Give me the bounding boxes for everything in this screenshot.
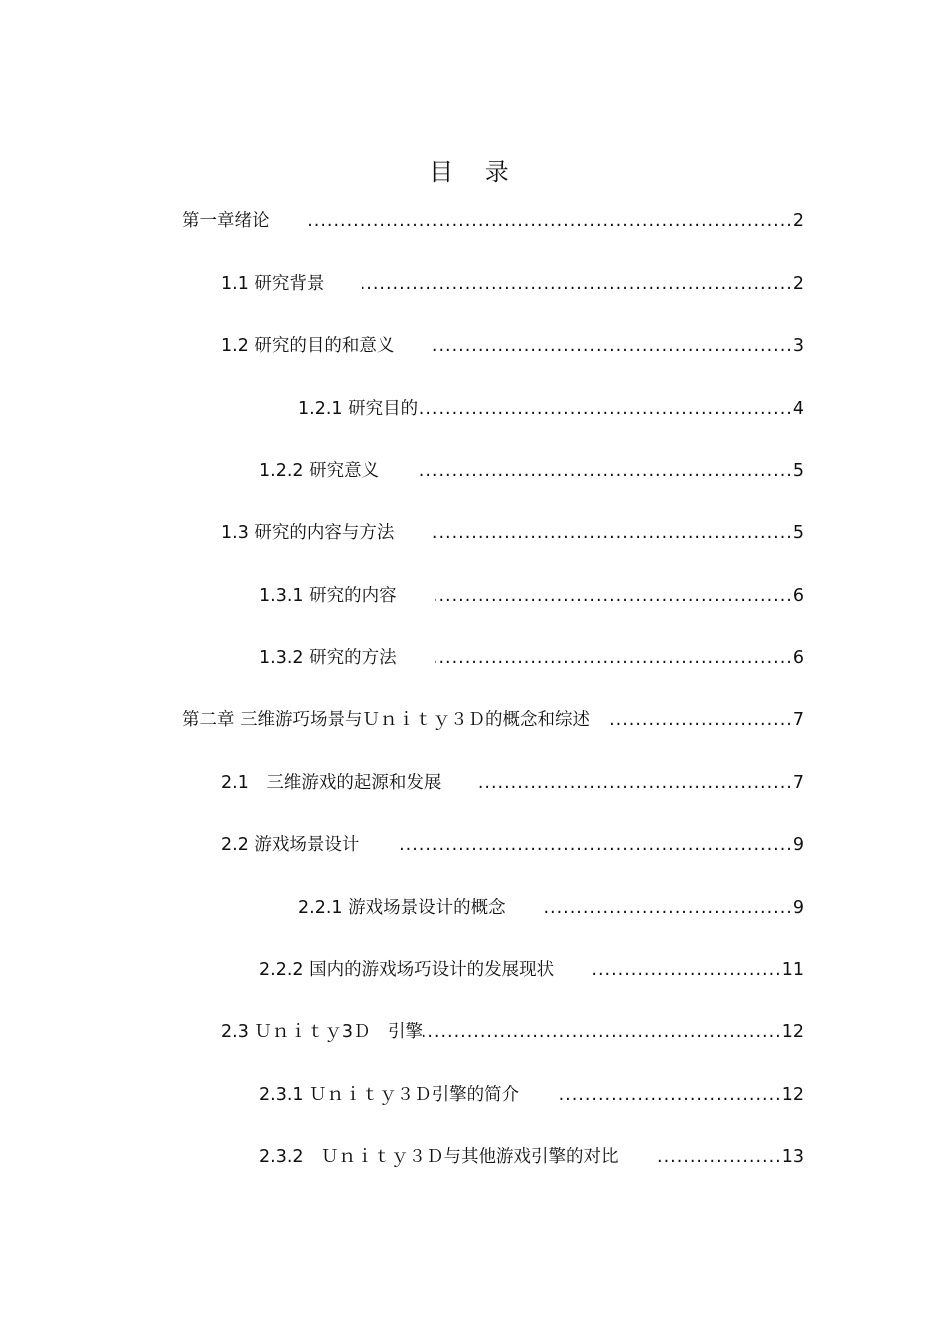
toc-entry-page: 5 — [792, 461, 804, 481]
toc-entry[interactable] — [298, 894, 804, 922]
leader-dots — [397, 831, 792, 859]
toc-entry-label: 2.2.2 国内的游戏场巧设计的发展现状 — [259, 960, 555, 980]
leader-dots — [557, 1081, 782, 1109]
leader-dots — [308, 207, 793, 235]
toc-entry[interactable] — [221, 831, 804, 859]
toc-entry-page: 12 — [781, 1085, 804, 1105]
toc-entry-label: 2.3.1 Ｕｎｉｔｙ３Ｄ引擎的简介 — [259, 1085, 520, 1105]
toc-entry-label: 2.1 三维游戏的起源和发展 — [221, 773, 442, 793]
toc-entry-label: 1.1 研究背景 — [221, 274, 325, 294]
leader-dots — [435, 644, 793, 672]
toc-entry-label: 2.2.1 游戏场景设计的概念 — [298, 898, 506, 918]
toc-entry-label: 1.2.1 研究目的 — [298, 399, 419, 419]
toc-entry[interactable] — [221, 769, 804, 797]
leader-dots — [610, 706, 793, 734]
leader-dots — [435, 582, 793, 610]
toc-entry-page: 12 — [781, 1022, 804, 1042]
leader-dots — [432, 519, 792, 547]
leader-dots — [362, 270, 792, 298]
toc-entry[interactable] — [221, 1018, 804, 1046]
toc-entry-page: 7 — [792, 773, 804, 793]
toc-entry-label: 第二章 三维游巧场景与Ｕｎｉｔｙ３Ｄ的概念和综述 — [182, 710, 591, 730]
leader-dots — [592, 956, 782, 984]
toc-entry-label: 2.3.2 Ｕｎｉｔｙ３Ｄ与其他游戏引擎的对比 — [259, 1147, 619, 1167]
toc-entry[interactable] — [182, 706, 804, 734]
toc-entry-page: 2 — [792, 274, 804, 294]
toc-entry[interactable] — [259, 457, 804, 485]
toc-entry-page: 3 — [792, 336, 804, 356]
toc-entry[interactable] — [259, 644, 804, 672]
toc-entry-label: 1.3.2 研究的方法 — [259, 648, 397, 668]
leader-dots — [417, 457, 793, 485]
toc-entry-label: 1.2.2 研究意义 — [259, 461, 380, 481]
toc-entry-label: 第一章绪论 — [182, 211, 270, 231]
toc-entry[interactable] — [221, 270, 804, 298]
toc-entry-page: 6 — [792, 586, 804, 606]
toc-entry-label: 2.3 Ｕｎｉｔｙ3Ｄ 引擎 — [221, 1022, 424, 1042]
toc-entry-page: 5 — [792, 523, 804, 543]
toc-entry-page: 2 — [792, 211, 804, 231]
toc-entry[interactable] — [259, 956, 804, 984]
toc-entry-page: 13 — [781, 1147, 804, 1167]
toc-entry-page: 4 — [792, 399, 804, 419]
toc-entry[interactable] — [221, 332, 804, 360]
toc-title: 目 录 — [429, 158, 521, 186]
toc-entry[interactable] — [259, 582, 804, 610]
toc-entry-label: 1.3 研究的内容与方法 — [221, 523, 395, 543]
toc-entry-page: 6 — [792, 648, 804, 668]
leader-dots — [418, 395, 793, 423]
toc-entry-label: 1.3.1 研究的内容 — [259, 586, 397, 606]
toc-entry-page: 11 — [781, 960, 804, 980]
toc-entry-page: 9 — [792, 835, 804, 855]
leader-dots — [423, 1018, 782, 1046]
toc-entry-page: 7 — [792, 710, 804, 730]
toc-entry[interactable] — [182, 207, 804, 235]
leader-dots — [544, 894, 793, 922]
toc-entry[interactable] — [259, 1081, 804, 1109]
toc-entry-label: 1.2 研究的目的和意义 — [221, 336, 395, 356]
toc-entry-page: 9 — [792, 898, 804, 918]
toc-entry-label: 2.2 游戏场景设计 — [221, 835, 360, 855]
leader-dots — [479, 769, 793, 797]
toc-entry[interactable] — [259, 1143, 804, 1171]
toc-entry[interactable] — [298, 395, 804, 423]
leader-dots — [432, 332, 792, 360]
leader-dots — [657, 1143, 782, 1171]
toc-entry[interactable] — [221, 519, 804, 547]
